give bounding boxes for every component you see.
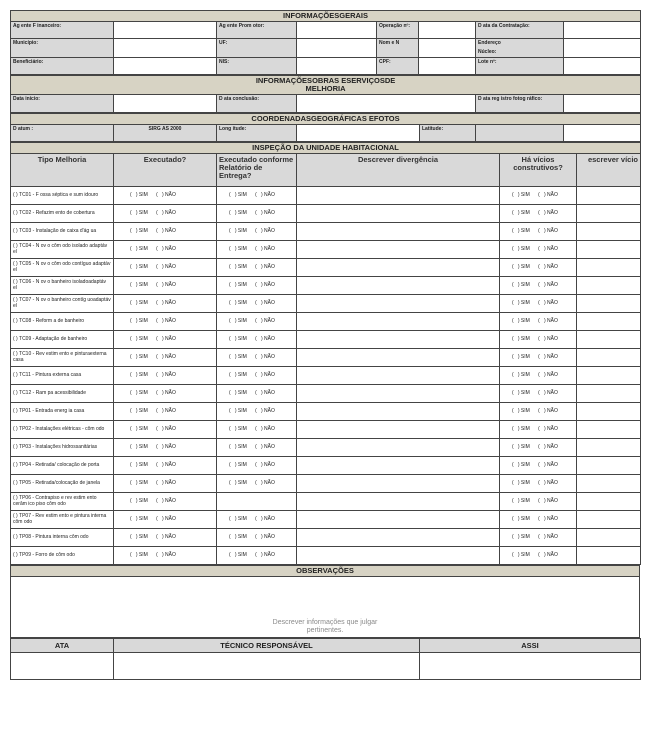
col-executado-conforme: Executado conforme Relatório de Entrega? bbox=[217, 154, 297, 187]
data-registro-field[interactable] bbox=[564, 95, 641, 113]
escrever-vicio-field[interactable] bbox=[577, 493, 641, 511]
executado-conforme-options[interactable]: ( ) SIM ( ) NÃO bbox=[217, 421, 297, 439]
municipio-field[interactable] bbox=[114, 39, 217, 58]
executado-options[interactable]: ( ) SIM ( ) NÃO bbox=[114, 367, 217, 385]
executado-options[interactable]: ( ) SIM ( ) NÃO bbox=[114, 475, 217, 493]
escrever-vicio-field[interactable] bbox=[577, 511, 641, 529]
section-coords-title: COORDENADASGEOGRÁFICAS EFOTOS bbox=[11, 114, 641, 125]
inspection-row bbox=[11, 439, 641, 457]
section-works-title-line2: MELHORIA bbox=[305, 84, 346, 93]
cpf-label: CPF: bbox=[377, 58, 419, 75]
inspection-row bbox=[11, 403, 641, 421]
escrever-vicio-field[interactable] bbox=[577, 547, 641, 565]
executado-options[interactable]: ( ) SIM ( ) NÃO bbox=[114, 331, 217, 349]
tipo-melhoria-label: ( ) TC10 - Rev estim ento e pinturaexterna casa bbox=[11, 349, 114, 367]
inspection-row bbox=[11, 421, 641, 439]
escrever-vicio-field[interactable] bbox=[577, 259, 641, 277]
tipo-melhoria-label: ( ) TP04 - Retirada/ colocação de porta bbox=[11, 457, 114, 475]
vicios-options[interactable]: ( ) SIM ( ) NÃO bbox=[500, 313, 577, 331]
observations-field[interactable] bbox=[11, 577, 640, 638]
escrever-vicio-field[interactable] bbox=[577, 331, 641, 349]
executado-options[interactable]: ( ) SIM ( ) NÃO bbox=[114, 529, 217, 547]
observations-hint-line2: pertinentes. bbox=[306, 627, 344, 634]
inspection-row bbox=[11, 367, 641, 385]
inspection-row bbox=[11, 349, 641, 367]
escrever-vicio-field[interactable] bbox=[577, 187, 641, 205]
endereco-nucleo-label bbox=[476, 39, 564, 58]
executado-options[interactable]: ( ) SIM ( ) NÃO bbox=[114, 439, 217, 457]
data-inicio-field[interactable] bbox=[114, 95, 217, 113]
vicios-options[interactable]: ( ) SIM ( ) NÃO bbox=[500, 493, 577, 511]
inspection-row bbox=[11, 493, 641, 511]
lote-label: Lote nº: bbox=[476, 58, 564, 75]
inspection-row bbox=[11, 511, 641, 529]
executado-conforme-options[interactable]: ( ) SIM ( ) NÃO bbox=[217, 223, 297, 241]
latitude-field[interactable] bbox=[476, 125, 564, 142]
executado-conforme-options[interactable]: ( ) SIM ( ) NÃO bbox=[217, 385, 297, 403]
escrever-vicio-field[interactable] bbox=[577, 367, 641, 385]
divergencia-field[interactable] bbox=[297, 259, 500, 277]
tipo-melhoria-label: ( ) TP01 - Entrada energ ia casa bbox=[11, 403, 114, 421]
observations-hint-line1: Descrever informações que julgar bbox=[272, 619, 378, 626]
tipo-melhoria-label: ( ) TP09 - Forro de côm odo bbox=[11, 547, 114, 565]
executado-conforme-options[interactable]: ( ) SIM ( ) NÃO bbox=[217, 439, 297, 457]
nis-field[interactable] bbox=[297, 58, 377, 75]
latitude-extra-field[interactable] bbox=[564, 125, 641, 142]
beneficiario-field[interactable] bbox=[114, 58, 217, 75]
agente-financeiro-label: Ag ente F inanceiro: bbox=[11, 22, 114, 39]
ata-field[interactable] bbox=[11, 653, 114, 680]
data-contratacao-label: D ata da Contratação: bbox=[476, 22, 564, 39]
vicios-options[interactable]: ( ) SIM ( ) NÃO bbox=[500, 187, 577, 205]
escrever-vicio-field[interactable] bbox=[577, 277, 641, 295]
tipo-melhoria-label: ( ) TP08 - Pintura interna côm odo bbox=[11, 529, 114, 547]
inspection-row bbox=[11, 241, 641, 259]
beneficiario-label: Beneficiário: bbox=[11, 58, 114, 75]
section-observations-title: OBSERVAÇÕES bbox=[11, 566, 640, 577]
inspection-row bbox=[11, 277, 641, 295]
nucleo-label: Núcleo: bbox=[478, 49, 497, 55]
executado-conforme-options[interactable]: ( ) SIM ( ) NÃO bbox=[217, 475, 297, 493]
executado-options[interactable]: ( ) SIM ( ) NÃO bbox=[114, 403, 217, 421]
divergencia-field[interactable] bbox=[297, 277, 500, 295]
executado-conforme-options[interactable]: ( ) SIM ( ) NÃO bbox=[217, 277, 297, 295]
data-inicio-label: Data início: bbox=[11, 95, 114, 113]
inspection-row bbox=[11, 313, 641, 331]
escrever-vicio-field[interactable] bbox=[577, 439, 641, 457]
divergencia-field[interactable] bbox=[297, 493, 500, 511]
divergencia-field[interactable] bbox=[297, 511, 500, 529]
vicios-options[interactable]: ( ) SIM ( ) NÃO bbox=[500, 241, 577, 259]
divergencia-field[interactable] bbox=[297, 295, 500, 313]
executado-conforme-options[interactable]: ( ) SIM ( ) NÃO bbox=[217, 295, 297, 313]
divergencia-field[interactable] bbox=[297, 385, 500, 403]
executado-options[interactable]: ( ) SIM ( ) NÃO bbox=[114, 421, 217, 439]
operacao-field[interactable] bbox=[419, 22, 476, 39]
tipo-melhoria-label: ( ) TC03 - Instalação de caixa d'ág ua bbox=[11, 223, 114, 241]
escrever-vicio-field[interactable] bbox=[577, 349, 641, 367]
coords-table bbox=[10, 113, 641, 142]
inspection-row bbox=[11, 529, 641, 547]
observations-table bbox=[10, 565, 640, 638]
divergencia-field[interactable] bbox=[297, 241, 500, 259]
uf-field[interactable] bbox=[297, 39, 377, 58]
lote-field[interactable] bbox=[564, 58, 641, 75]
escrever-vicio-field[interactable] bbox=[577, 529, 641, 547]
agente-promotor-field[interactable] bbox=[297, 22, 377, 39]
executado-options[interactable]: ( ) SIM ( ) NÃO bbox=[114, 511, 217, 529]
endereco-field[interactable] bbox=[564, 39, 641, 58]
tipo-melhoria-label: ( ) TC06 - N ov o banheiro isoladoadaptáv el bbox=[11, 277, 114, 295]
executado-conforme-options[interactable]: ( ) SIM ( ) NÃO bbox=[217, 205, 297, 223]
vicios-options[interactable]: ( ) SIM ( ) NÃO bbox=[500, 529, 577, 547]
executado-options[interactable]: ( ) SIM ( ) NÃO bbox=[114, 241, 217, 259]
uf-label: UF: bbox=[217, 39, 297, 58]
inspection-row bbox=[11, 187, 641, 205]
inspection-row bbox=[11, 259, 641, 277]
vicios-options[interactable]: ( ) SIM ( ) NÃO bbox=[500, 331, 577, 349]
tipo-melhoria-label: ( ) TC11 - Pintura externa casa bbox=[11, 367, 114, 385]
divergencia-field[interactable] bbox=[297, 403, 500, 421]
executado-options[interactable]: ( ) SIM ( ) NÃO bbox=[114, 205, 217, 223]
inspection-form bbox=[10, 10, 640, 680]
executado-conforme-options[interactable]: ( ) SIM ( ) NÃO bbox=[217, 187, 297, 205]
tipo-melhoria-label: ( ) TC02 - Refazim ento de cobertura bbox=[11, 205, 114, 223]
executado-conforme-options[interactable]: ( ) SIM ( ) NÃO bbox=[217, 259, 297, 277]
footer-assi: ASSI bbox=[420, 639, 641, 653]
executado-conforme-options[interactable]: ( ) SIM ( ) NÃO bbox=[217, 313, 297, 331]
divergencia-field[interactable] bbox=[297, 457, 500, 475]
works-info-table bbox=[10, 75, 641, 113]
tipo-melhoria-label: ( ) TC04 - N ov o côm odo isolado adaptáv el bbox=[11, 241, 114, 259]
tipo-melhoria-label: ( ) TP03 - Instalações hidrossanitárias bbox=[11, 439, 114, 457]
nome-n-field[interactable] bbox=[419, 39, 476, 58]
vicios-options[interactable]: ( ) SIM ( ) NÃO bbox=[500, 421, 577, 439]
executado-options[interactable]: ( ) SIM ( ) NÃO bbox=[114, 385, 217, 403]
divergencia-field[interactable] bbox=[297, 529, 500, 547]
tecnico-field[interactable] bbox=[114, 653, 420, 680]
executado-conforme-options[interactable]: ( ) SIM ( ) NÃO bbox=[217, 403, 297, 421]
executado-options[interactable]: ( ) SIM ( ) NÃO bbox=[114, 259, 217, 277]
cpf-field[interactable] bbox=[419, 58, 476, 75]
executado-options[interactable]: ( ) SIM ( ) NÃO bbox=[114, 457, 217, 475]
inspection-row bbox=[11, 457, 641, 475]
vicios-options[interactable]: ( ) SIM ( ) NÃO bbox=[500, 385, 577, 403]
divergencia-field[interactable] bbox=[297, 205, 500, 223]
executado-conforme-options[interactable]: ( ) SIM ( ) NÃO bbox=[217, 349, 297, 367]
longitude-label: Long itude: bbox=[217, 125, 297, 142]
executado-conforme-options[interactable]: ( ) SIM ( ) NÃO bbox=[217, 331, 297, 349]
operacao-label: Operação nº: bbox=[377, 22, 419, 39]
vicios-options[interactable]: ( ) SIM ( ) NÃO bbox=[500, 475, 577, 493]
vicios-options[interactable]: ( ) SIM ( ) NÃO bbox=[500, 439, 577, 457]
escrever-vicio-field[interactable] bbox=[577, 385, 641, 403]
escrever-vicio-field[interactable] bbox=[577, 403, 641, 421]
divergencia-field[interactable] bbox=[297, 475, 500, 493]
col-divergencia: Descrever divergência bbox=[297, 154, 500, 187]
inspection-row bbox=[11, 223, 641, 241]
executado-conforme-options[interactable]: ( ) SIM ( ) NÃO bbox=[217, 241, 297, 259]
tipo-melhoria-label: ( ) TC01 - F ossa séptica e sum idouro bbox=[11, 187, 114, 205]
escrever-vicio-field[interactable] bbox=[577, 241, 641, 259]
executado-options[interactable]: ( ) SIM ( ) NÃO bbox=[114, 349, 217, 367]
vicios-options[interactable]: ( ) SIM ( ) NÃO bbox=[500, 457, 577, 475]
tipo-melhoria-label: ( ) TC09 - Adaptação de banheiro bbox=[11, 331, 114, 349]
executado-conforme-options[interactable] bbox=[217, 493, 297, 511]
inspection-row bbox=[11, 547, 641, 565]
inspection-rows bbox=[11, 187, 641, 565]
vicios-options[interactable]: ( ) SIM ( ) NÃO bbox=[500, 403, 577, 421]
vicios-options[interactable]: ( ) SIM ( ) NÃO bbox=[500, 349, 577, 367]
datum-label: D atum : bbox=[11, 125, 114, 142]
assinatura-field[interactable] bbox=[420, 653, 641, 680]
data-conclusao-field[interactable] bbox=[297, 95, 476, 113]
executado-conforme-options[interactable]: ( ) SIM ( ) NÃO bbox=[217, 457, 297, 475]
tipo-melhoria-label: ( ) TC08 - Reform a de banheiro bbox=[11, 313, 114, 331]
observations-hint bbox=[11, 619, 639, 635]
divergencia-field[interactable] bbox=[297, 547, 500, 565]
executado-options[interactable]: ( ) SIM ( ) NÃO bbox=[114, 313, 217, 331]
data-registro-label: D ata reg istro fotog ráfico: bbox=[476, 95, 564, 113]
section-works-title bbox=[11, 76, 641, 95]
divergencia-field[interactable] bbox=[297, 223, 500, 241]
executado-conforme-options[interactable]: ( ) SIM ( ) NÃO bbox=[217, 529, 297, 547]
signature-table bbox=[10, 638, 641, 680]
vicios-options[interactable]: ( ) SIM ( ) NÃO bbox=[500, 295, 577, 313]
executado-conforme-options[interactable]: ( ) SIM ( ) NÃO bbox=[217, 547, 297, 565]
vicios-options[interactable]: ( ) SIM ( ) NÃO bbox=[500, 367, 577, 385]
tipo-melhoria-label: ( ) TP07 - Rev estim ento e pintura interna côm odo bbox=[11, 511, 114, 529]
tipo-melhoria-label: ( ) TP06 - Contrapiso e rev estim ento cerâm ico piso côm odo bbox=[11, 493, 114, 511]
executado-conforme-options[interactable]: ( ) SIM ( ) NÃO bbox=[217, 367, 297, 385]
vicios-options[interactable]: ( ) SIM ( ) NÃO bbox=[500, 223, 577, 241]
escrever-vicio-field[interactable] bbox=[577, 313, 641, 331]
section-inspection-title: INSPEÇÃO DA UNIDADE HABITACIONAL bbox=[11, 143, 641, 154]
inspection-row bbox=[11, 475, 641, 493]
divergencia-field[interactable] bbox=[297, 313, 500, 331]
longitude-field[interactable] bbox=[297, 125, 420, 142]
executado-options[interactable]: ( ) SIM ( ) NÃO bbox=[114, 547, 217, 565]
divergencia-field[interactable] bbox=[297, 187, 500, 205]
vicios-options[interactable]: ( ) SIM ( ) NÃO bbox=[500, 277, 577, 295]
general-info-table bbox=[10, 10, 641, 75]
executado-options[interactable]: ( ) SIM ( ) NÃO bbox=[114, 187, 217, 205]
vicios-options[interactable]: ( ) SIM ( ) NÃO bbox=[500, 205, 577, 223]
escrever-vicio-field[interactable] bbox=[577, 457, 641, 475]
escrever-vicio-field[interactable] bbox=[577, 421, 641, 439]
inspection-row bbox=[11, 295, 641, 313]
divergencia-field[interactable] bbox=[297, 421, 500, 439]
nis-label: NIS: bbox=[217, 58, 297, 75]
footer-tecnico: TÉCNICO RESPONSÁVEL bbox=[114, 639, 420, 653]
col-escrever-vicio: escrever vício bbox=[577, 154, 641, 187]
divergencia-field[interactable] bbox=[297, 439, 500, 457]
section-works-title-line1: INFORMAÇÕESOBRAS ESERVIÇOSDE bbox=[255, 76, 396, 85]
section-general-title: INFORMAÇÕESGERAIS bbox=[11, 11, 641, 22]
data-conclusao-label: D ata conclusão: bbox=[217, 95, 297, 113]
executado-conforme-options[interactable]: ( ) SIM ( ) NÃO bbox=[217, 511, 297, 529]
latitude-label: Latitude: bbox=[420, 125, 476, 142]
endereco-label: Endereço bbox=[478, 40, 501, 46]
col-vicios: Há vícios construtivos? bbox=[500, 154, 577, 187]
inspection-row bbox=[11, 385, 641, 403]
nome-n-label: Nom e N bbox=[377, 39, 419, 58]
vicios-options[interactable]: ( ) SIM ( ) NÃO bbox=[500, 511, 577, 529]
footer-ata: ATA bbox=[11, 639, 114, 653]
agente-financeiro-field[interactable] bbox=[114, 22, 217, 39]
col-executado: Executado? bbox=[114, 154, 217, 187]
vicios-options[interactable]: ( ) SIM ( ) NÃO bbox=[500, 259, 577, 277]
vicios-options[interactable]: ( ) SIM ( ) NÃO bbox=[500, 547, 577, 565]
escrever-vicio-field[interactable] bbox=[577, 223, 641, 241]
inspection-row bbox=[11, 205, 641, 223]
datum-value: SIRG AS 2000 bbox=[114, 125, 217, 142]
escrever-vicio-field[interactable] bbox=[577, 295, 641, 313]
municipio-label: Município: bbox=[11, 39, 114, 58]
divergencia-field[interactable] bbox=[297, 367, 500, 385]
data-contratacao-field[interactable] bbox=[564, 22, 641, 39]
tipo-melhoria-label: ( ) TP05 - Retirada/colocação de janela bbox=[11, 475, 114, 493]
tipo-melhoria-label: ( ) TC07 - N ov o banheiro contíg uoadaptáv el bbox=[11, 295, 114, 313]
executado-options[interactable]: ( ) SIM ( ) NÃO bbox=[114, 493, 217, 511]
executado-options[interactable]: ( ) SIM ( ) NÃO bbox=[114, 277, 217, 295]
divergencia-field[interactable] bbox=[297, 349, 500, 367]
tipo-melhoria-label: ( ) TP02 - Instalações elétricas - côm odo bbox=[11, 421, 114, 439]
tipo-melhoria-label: ( ) TC05 - N ov o côm odo contíguo adaptáv el bbox=[11, 259, 114, 277]
escrever-vicio-field[interactable] bbox=[577, 205, 641, 223]
executado-options[interactable]: ( ) SIM ( ) NÃO bbox=[114, 223, 217, 241]
executado-options[interactable]: ( ) SIM ( ) NÃO bbox=[114, 295, 217, 313]
tipo-melhoria-label: ( ) TC12 - Ram pa acessibilidade bbox=[11, 385, 114, 403]
inspection-row bbox=[11, 331, 641, 349]
col-tipo-melhoria: Tipo Melhoria bbox=[11, 154, 114, 187]
divergencia-field[interactable] bbox=[297, 331, 500, 349]
escrever-vicio-field[interactable] bbox=[577, 475, 641, 493]
agente-promotor-label: Ag ente Prom otor: bbox=[217, 22, 297, 39]
inspection-table bbox=[10, 142, 641, 565]
